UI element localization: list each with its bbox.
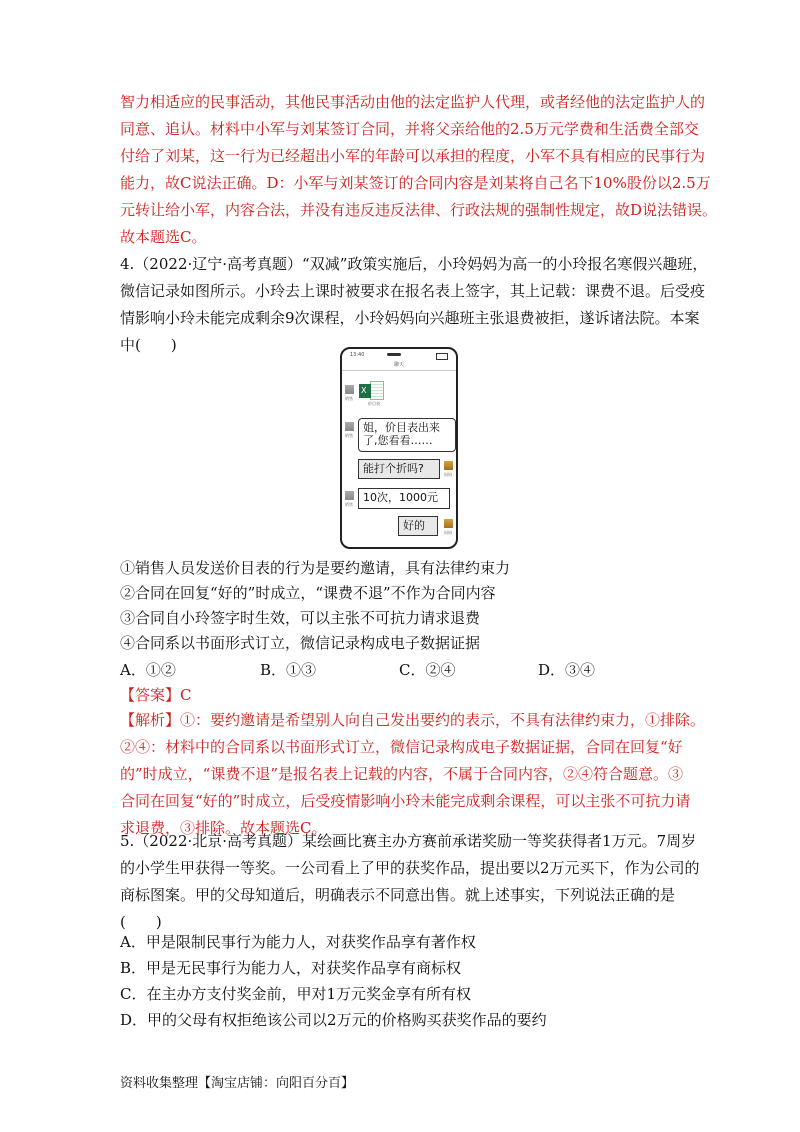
q5-option-a: A．甲是限制民事行为能力人，对获奖作品享有著作权	[120, 933, 476, 951]
text-line: 【解析】①：要约邀请是希望别人向自己发出要约的表示，不具有法律约束力，①排除。	[120, 711, 706, 729]
text-line: 合同在回复“好的”时成立，后受疫情影响小玲未能完成剩余课程，可以主张不可抗力请	[120, 792, 691, 810]
text-line: 智力相适应的民事活动，其他民事活动由他的法定监护人代理，或者经他的法定监护人的	[120, 93, 706, 111]
text-line: ②④：材料中的合同系以书面形式订立，微信记录构成电子数据证据，合同在回复“好	[120, 738, 683, 756]
seller-avatar	[345, 491, 354, 500]
question-4-stem	[120, 251, 708, 359]
text-line: 中( )	[120, 336, 177, 354]
mom-avatar	[444, 519, 453, 528]
option-b: B．①③	[260, 661, 317, 679]
page-footer: 资料收集整理【淘宝店铺：向阳百分百】	[120, 1076, 355, 1091]
option-d: D．③④	[538, 661, 596, 679]
text-line: 情影响小玲未能完成剩余9次课程，小玲妈妈向兴趣班主张退费被拒，遂诉诸法院。本案	[120, 309, 700, 327]
option-c: C．②④	[399, 661, 456, 679]
spreadsheet-icon	[370, 381, 384, 400]
text-line: ( )	[120, 913, 162, 931]
text-line: 同意、追认。材料中小军与刘某签订合同，并将父亲给他的2.5万元学费和生活费全部交	[120, 120, 699, 138]
text-line: 付给了刘某，这一行为已经超出小军的年龄可以承担的程度，小军不具有相应的民事行为	[120, 147, 706, 165]
phone-notch	[387, 353, 401, 356]
statement-4: ④合同系以书面形式订立，微信记录构成电子数据证据	[120, 634, 481, 652]
excel-icon: X	[359, 384, 371, 398]
text-line: 微信记录如图所示。小玲去上课时被要求在报名表上签字，其上记载：课费不退。后受疫	[120, 282, 706, 300]
statement-1: ①销售人员发送价目表的行为是要约邀请，具有法律约束力	[120, 559, 511, 577]
seller-name: 销售	[345, 396, 353, 401]
bubble-line: 姐，价目表出来	[363, 421, 440, 434]
mom-name: 妈妈	[444, 530, 452, 535]
q5-option-c: C．在主办方支付奖金前，甲对1万元奖金享有所有权	[120, 985, 472, 1003]
text-line: 求退费，③排除。故本题选C。	[120, 819, 327, 837]
analysis	[120, 707, 706, 842]
seller-avatar	[345, 422, 354, 431]
text-line: 的小学生甲获得一等奖。一公司看上了甲的获奖作品，提出要以2万元买下，作为公司的	[120, 859, 700, 877]
chat-bubble-mom: 能打个折吗?	[358, 459, 440, 479]
statement-3: ③合同自小玲签字时生效，可以主张不可抗力请求退费	[120, 609, 481, 627]
option-a: A．①②	[120, 661, 176, 679]
seller-name: 销售	[345, 502, 353, 507]
bubble-line: 了,您看看……	[363, 434, 433, 447]
text-line: 的”时成立，“课费不退”是报名表上记载的内容，不属于合同内容，②④符合题意。③	[120, 765, 684, 783]
text-line: 4.（2022·辽宁·高考真题）“双减”政策实施后，小玲妈妈为高一的小玲报名寒假兴趣班，	[120, 255, 708, 273]
prev-explanation	[120, 89, 718, 251]
text-line: 故本题选C。	[120, 228, 207, 246]
text-line: 元转让给小军，内容合法，并没有违反违反法律、行政法规的强制性规定，故D说法错误。	[120, 201, 718, 219]
battery-icon	[436, 353, 448, 360]
seller-avatar	[345, 385, 354, 394]
text-line: 商标图案。甲的父母知道后，明确表示不同意出售。就上述事实，下列说法正确的是	[120, 886, 676, 904]
text-line: 能力，故C说法正确。D：小军与刘某签订的合同内容是刘某将自己名下10%股份以2.5万	[120, 174, 711, 192]
q5-option-d: D．甲的父母有权拒绝该公司以2万元的价格购买获奖作品的要约	[120, 1011, 547, 1029]
statement-2: ②合同在回复“好的”时成立，“课费不退”不作为合同内容	[120, 584, 496, 602]
mom-name: 妈妈	[444, 472, 452, 477]
q5-option-b: B．甲是无民事行为能力人，对获奖作品享有商标权	[120, 959, 462, 977]
status-time: 13:40	[350, 352, 365, 358]
divider	[342, 370, 456, 371]
chat-title: 聊天	[393, 362, 404, 368]
chat-bubble-seller: 10次，1000元	[358, 488, 450, 509]
answer: 【答案】C	[120, 686, 192, 704]
mom-avatar	[444, 461, 453, 470]
file-label: 价目表	[368, 401, 380, 406]
text-line: 5.（2022·北京·高考真题）某绘画比赛主办方赛前承诺奖励一等奖获得者1万元。7周岁	[120, 832, 697, 850]
chat-bubble-mom: 好的	[398, 516, 438, 536]
chat-bubble-seller	[358, 418, 456, 452]
seller-name: 销售	[345, 433, 353, 438]
question-5-stem	[120, 828, 700, 936]
